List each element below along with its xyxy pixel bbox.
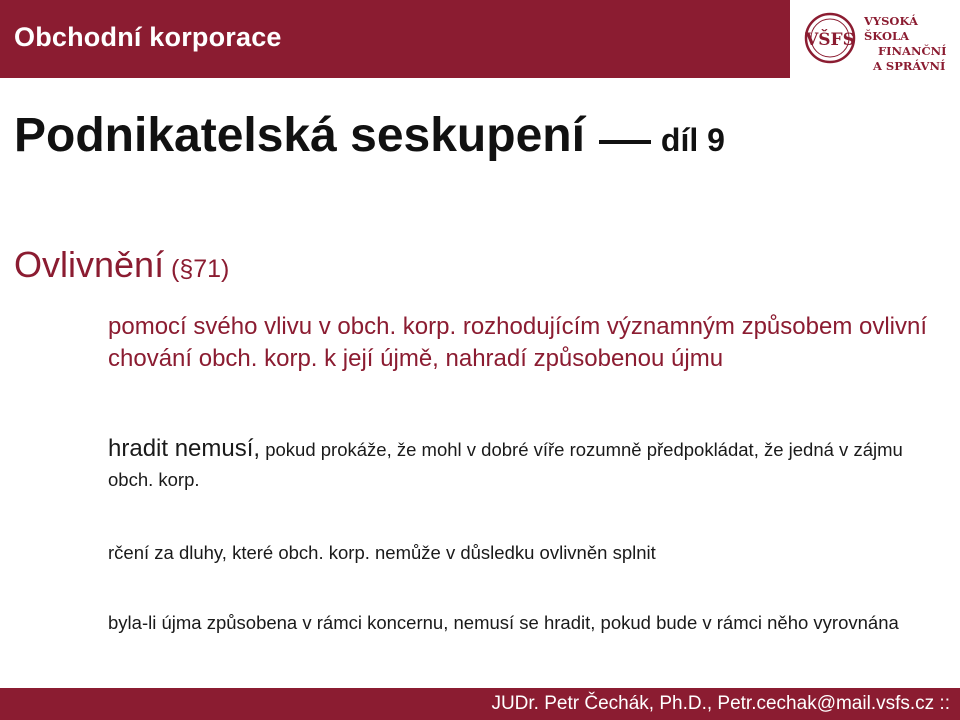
logo-line-2: FINANČNÍ: [878, 44, 947, 58]
paragraph-concern: byla-li újma způsobena v rámci koncernu, nemusí se hradit, pokud bude v rámci něho vyrovnána: [108, 612, 899, 633]
paragraph-liability: pomocí svého vlivu v obch. korp. rozhodujícím významným způsobem ovlivní chování obch. korp. k její újmě, nahradí způsobenou újmu: [108, 313, 928, 372]
heading-dash: [599, 140, 651, 144]
footer-author: JUDr. Petr Čechák, Ph.D., Petr.cechak@mail.vsfs.cz ::: [491, 693, 950, 714]
heading-main: Podnikatelská seskupení: [14, 109, 585, 162]
paragraph-exemption-lead: hradit nemusí,: [108, 435, 261, 462]
logo-line-1: VYSOKÁ ŠKOLA: [864, 14, 918, 43]
paragraph-debts: rčení za dluhy, které obch. korp. nemůže v důsledku ovlivněn splnit: [108, 542, 656, 563]
school-logo: [790, 0, 960, 78]
logo-wordmark: [864, 14, 960, 74]
section-title: [14, 244, 229, 286]
section-ref: (§71): [164, 255, 230, 283]
slide-heading: [14, 108, 725, 163]
logo-line-3: A SPRÁVNÍ: [873, 59, 946, 73]
paragraph-exemption: [108, 434, 938, 495]
paragraph-exemption-rest: pokud prokáže, že mohl v dobré víře rozumně předpokládat, že jedná v zájmu obch. korp.: [108, 439, 903, 490]
logo-mark-text: VŠFS: [805, 30, 855, 50]
heading-part: díl 9: [660, 122, 725, 158]
header-title: Obchodní korporace: [14, 22, 282, 52]
footer-bar: [0, 688, 960, 720]
section-title-text: Ovlivnění: [14, 244, 165, 285]
header-bar: [0, 0, 960, 78]
vsfs-logo-icon: [802, 12, 858, 64]
